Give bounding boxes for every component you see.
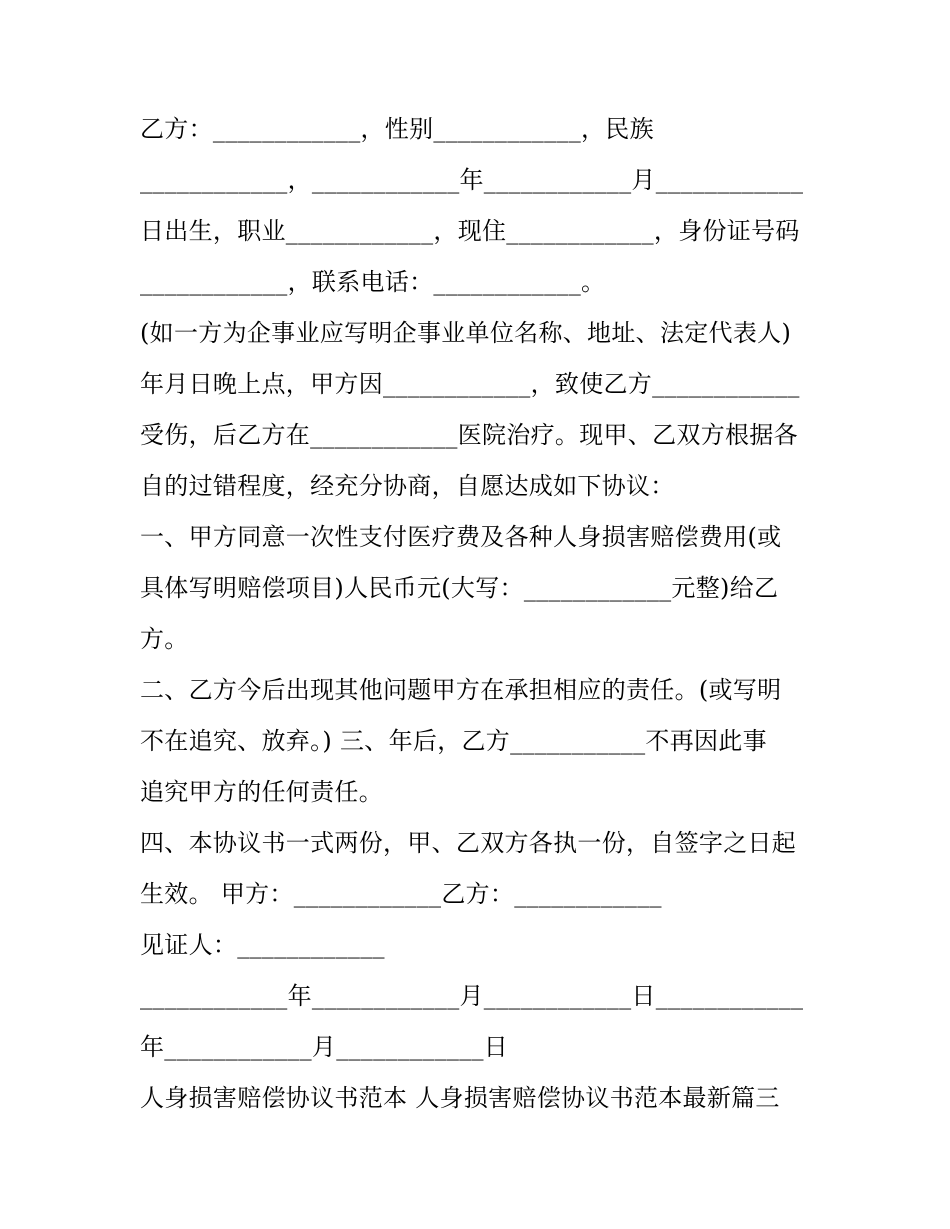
- text-line: (如一方为企事业应写明企事业单位名称、地址、法定代表人): [140, 319, 792, 347]
- text-line: 乙方：____________，性别____________，民族: [140, 115, 654, 143]
- text-line: 四、本协议书一式两份，甲、乙双方各执一份，自签字之日起: [140, 829, 797, 857]
- text-line: ____________年____________月____________日____________: [140, 982, 804, 1010]
- text-line: 不在追究、放弃。) 三、年后，乙方___________不再因此事: [140, 727, 767, 755]
- text-line: 人身损害赔偿协议书范本 人身损害赔偿协议书范本最新篇三: [140, 1084, 780, 1112]
- text-line: ____________，____________年____________月____________: [140, 166, 804, 194]
- text-line: 具体写明赔偿项目)人民币元(大写：____________元整)给乙: [140, 574, 779, 602]
- text-line: 年____________月____________日: [140, 1033, 509, 1061]
- text-line: 日出生，职业____________，现住____________，身份证号码: [140, 217, 800, 245]
- agreement-body: [140, 104, 820, 1124]
- text-line: ____________，联系电话：____________。: [140, 268, 606, 296]
- text-line: 方。: [140, 625, 189, 653]
- text-line: 追究甲方的任何责任。: [140, 778, 383, 806]
- text-line: 自的过错程度，经充分协商，自愿达成如下协议：: [140, 472, 675, 500]
- text-line: 受伤，后乙方在____________医院治疗。现甲、乙双方根据各: [140, 421, 798, 449]
- text-line: 年月日晚上点，甲方因____________，致使乙方____________: [140, 370, 800, 398]
- text-line: 生效。 甲方：____________乙方：____________: [140, 880, 662, 908]
- text-line: 一、甲方同意一次性支付医疗费及各种人身损害赔偿费用(或: [140, 523, 782, 551]
- text-line: 见证人：____________: [140, 931, 385, 959]
- text-line: 二、乙方今后出现其他问题甲方在承担相应的责任。(或写明: [140, 676, 782, 704]
